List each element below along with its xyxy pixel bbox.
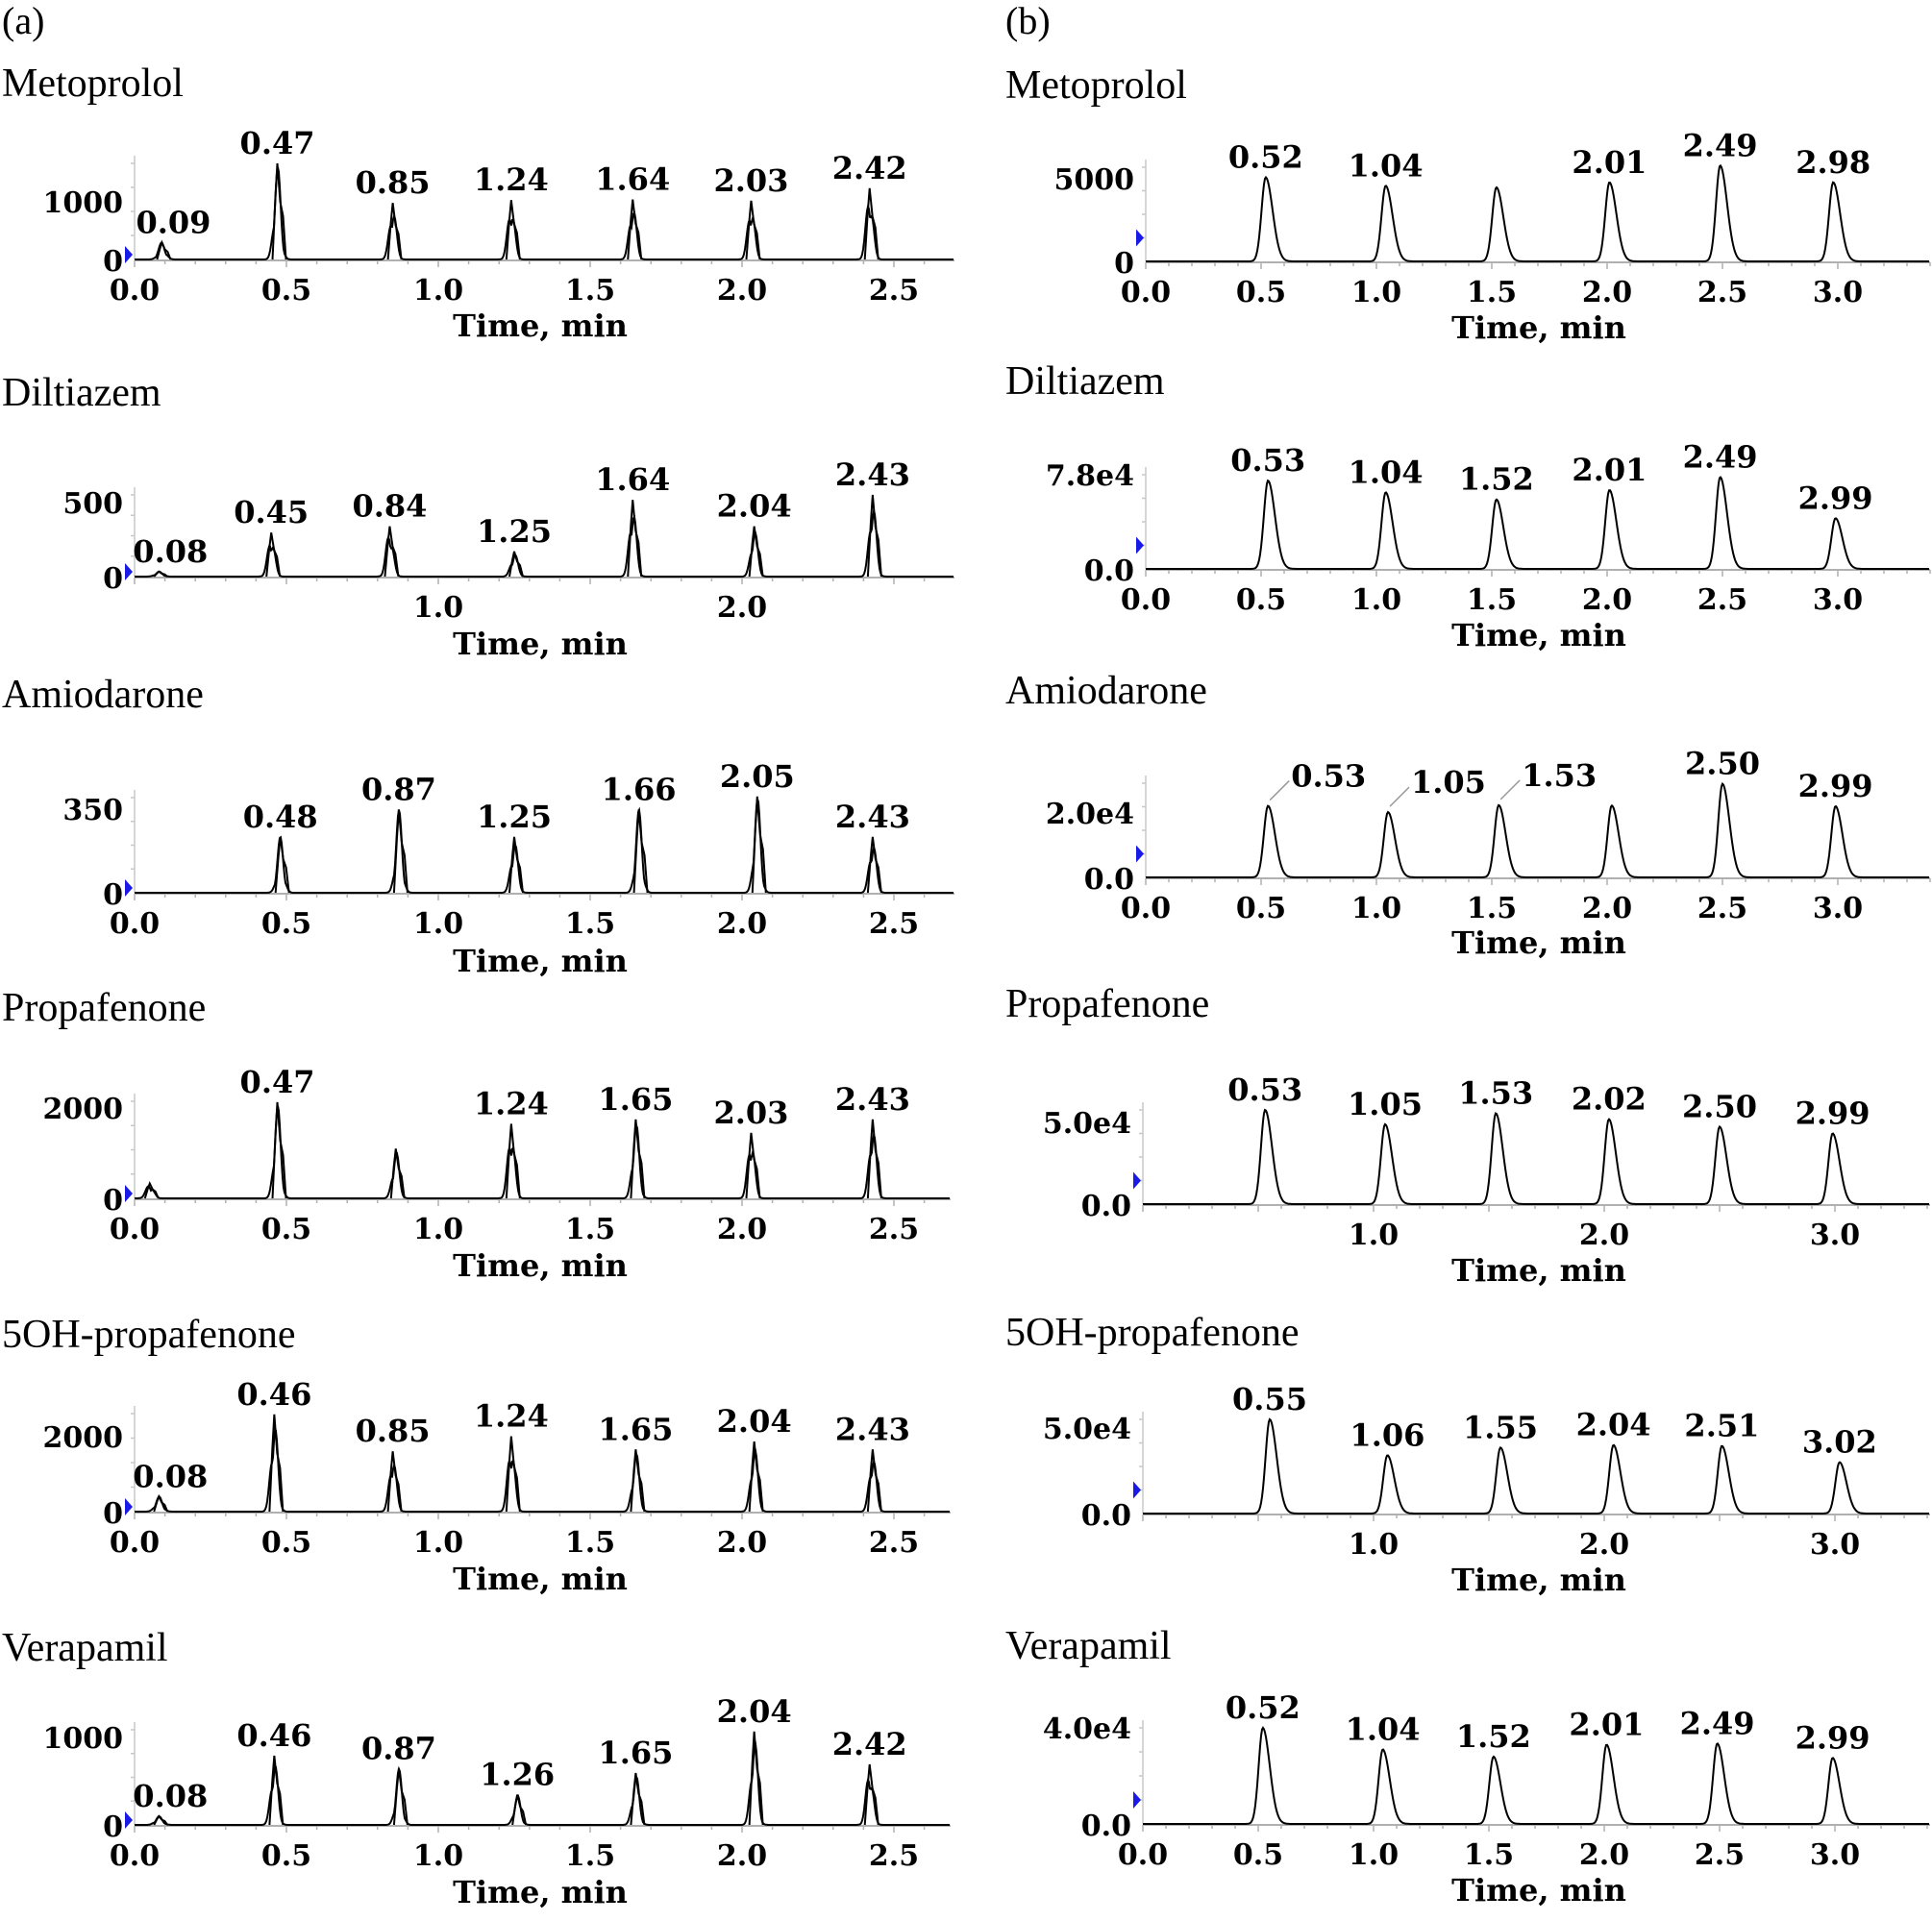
x-tick-label: 0.5 [260, 907, 312, 941]
x-tick-label: 2.0 [1578, 1838, 1630, 1872]
peak-label: 1.64 [595, 461, 671, 499]
x-tick-label: 1.0 [412, 1839, 464, 1873]
x-tick-label: 2.0 [716, 907, 768, 941]
peak-label: 1.66 [601, 771, 677, 808]
x-axis-label: Time, min [453, 1874, 628, 1910]
peak-label: 2.99 [1795, 1095, 1870, 1132]
peak-label: 1.64 [595, 160, 671, 198]
x-tick-label: 1.5 [564, 1839, 616, 1873]
y-tick-label: 0.0 [1083, 863, 1134, 897]
peak-label: 1.55 [1463, 1409, 1538, 1446]
x-tick-label: 2.0 [1578, 1219, 1630, 1252]
x-axis-label: Time, min [453, 1247, 628, 1284]
x-axis-label: Time, min [1451, 1872, 1626, 1909]
x-tick-label: 0.0 [109, 1526, 161, 1560]
peak-label: 2.02 [1571, 1080, 1647, 1118]
x-tick-label: 2.5 [868, 1839, 920, 1873]
x-tick-label: 2.0 [716, 1839, 768, 1873]
x-axis-label: Time, min [1451, 617, 1626, 653]
peak-label: 2.42 [831, 149, 907, 186]
x-tick-label: 1.0 [1350, 583, 1402, 617]
peak-label: 0.53 [1227, 1071, 1303, 1108]
peak-label: 1.04 [1348, 454, 1424, 491]
x-tick-label: 0.5 [260, 1213, 312, 1246]
y-tick-label: 500 [62, 487, 123, 521]
peak-label: 0.85 [355, 1413, 431, 1450]
peak-label: 1.05 [1348, 1085, 1423, 1122]
peak-label: 0.55 [1232, 1381, 1307, 1417]
peak-label: 0.45 [234, 494, 310, 531]
x-tick-label: 2.5 [1694, 1838, 1746, 1872]
peak-label: 0.08 [133, 532, 209, 570]
x-tick-label: 3.0 [1812, 276, 1864, 309]
peak-label: 1.53 [1522, 756, 1598, 794]
peak-label: 2.03 [713, 1094, 789, 1131]
peak-label: 0.53 [1230, 442, 1306, 480]
x-tick-label: 1.0 [412, 1526, 464, 1560]
chart-title: Diltiazem [2, 371, 161, 415]
y-tick-label: 0.0 [1080, 1810, 1131, 1843]
y-tick-label: 0 [103, 1497, 123, 1531]
x-tick-label: 1.5 [1466, 892, 1518, 925]
x-tick-label: 1.0 [412, 591, 464, 625]
peak-label: 1.04 [1345, 1711, 1421, 1748]
y-tick-label: 2000 [42, 1421, 123, 1455]
x-tick-label: 0.5 [260, 274, 312, 308]
y-tick-label: 5.0e4 [1042, 1413, 1131, 1446]
x-tick-label: 3.0 [1812, 583, 1864, 617]
peak-label: 1.53 [1458, 1074, 1534, 1112]
x-tick-label: 2.5 [868, 907, 920, 941]
x-tick-label: 1.0 [1350, 276, 1402, 309]
peak-label: 2.04 [716, 487, 792, 525]
y-tick-label: 0 [103, 562, 123, 596]
chart-title: Amiodarone [2, 673, 204, 717]
x-tick-label: 0.5 [1235, 892, 1287, 925]
x-tick-label: 1.0 [1348, 1528, 1399, 1562]
panel-label-b: (b) [1005, 0, 1051, 42]
peak-label: 0.47 [239, 1063, 315, 1100]
peak-label: 2.43 [834, 1411, 910, 1448]
chart-title: Propafenone [1005, 982, 1210, 1026]
peak-label: 1.65 [598, 1735, 674, 1771]
x-tick-label: 0.0 [1120, 892, 1172, 925]
x-tick-label: 2.0 [716, 274, 768, 308]
x-tick-label: 0.5 [260, 1526, 312, 1560]
x-tick-label: 2.0 [1581, 892, 1633, 925]
y-tick-label: 5000 [1053, 163, 1134, 197]
peak-label: 3.02 [1801, 1423, 1877, 1461]
x-tick-label: 2.5 [868, 1526, 920, 1560]
peak-label: 2.43 [834, 1080, 910, 1118]
x-tick-label: 0.0 [109, 907, 161, 941]
y-tick-label: 4.0e4 [1042, 1712, 1131, 1746]
peak-label: 2.99 [1797, 767, 1873, 804]
peak-label: 1.52 [1458, 460, 1534, 498]
x-tick-label: 1.5 [564, 1526, 616, 1560]
peak-label: 1.04 [1348, 147, 1424, 185]
chart-title: Metoprolol [2, 62, 184, 106]
peak-label: 0.46 [236, 1717, 312, 1754]
chart-title: 5OH-propafenone [2, 1313, 296, 1357]
x-tick-label: 2.0 [716, 1526, 768, 1560]
peak-label: 1.24 [473, 1397, 549, 1435]
peak-label: 2.03 [713, 161, 789, 199]
peak-label: 2.99 [1797, 480, 1873, 517]
peak-label: 2.98 [1796, 143, 1871, 181]
peak-label: 1.65 [598, 1411, 674, 1448]
x-tick-label: 0.0 [1120, 276, 1172, 309]
peak-label: 1.65 [598, 1080, 674, 1118]
x-tick-label: 2.5 [1697, 276, 1748, 309]
peak-label: 2.01 [1572, 143, 1647, 181]
peak-label: 2.49 [1682, 127, 1758, 164]
x-axis-label: Time, min [453, 943, 628, 979]
y-tick-label: 7.8e4 [1045, 459, 1134, 493]
x-tick-label: 1.0 [1348, 1219, 1399, 1252]
peak-label: 2.43 [834, 456, 910, 493]
peak-label: 1.24 [473, 1085, 549, 1122]
peak-label: 2.42 [831, 1726, 907, 1762]
marker-triangle-icon [1133, 1791, 1141, 1809]
x-tick-label: 2.5 [868, 274, 920, 308]
x-axis-label: Time, min [453, 308, 628, 344]
peak-label: 2.51 [1684, 1407, 1760, 1444]
x-tick-label: 2.0 [1581, 276, 1633, 309]
x-axis-label: Time, min [453, 1561, 628, 1597]
y-tick-label: 0 [1114, 247, 1134, 281]
peak-label: 1.05 [1411, 764, 1486, 801]
peak-label: 0.87 [360, 771, 436, 808]
peak-label: 0.47 [239, 125, 315, 161]
x-axis-label: Time, min [1451, 924, 1626, 961]
y-tick-label: 0 [103, 1810, 123, 1844]
peak-label: 0.87 [360, 1730, 436, 1767]
peak-label: 1.06 [1350, 1416, 1425, 1454]
x-tick-label: 3.0 [1809, 1219, 1861, 1252]
peak-label: 1.26 [480, 1756, 556, 1793]
chart-title: Amiodarone [1005, 669, 1207, 713]
x-tick-label: 0.0 [109, 1839, 161, 1873]
x-axis-label: Time, min [453, 626, 628, 662]
chart-title: Verapamil [1005, 1624, 1172, 1668]
peak-label: 2.99 [1795, 1719, 1870, 1757]
y-tick-label: 0 [103, 1184, 123, 1218]
peak-label: 0.85 [355, 164, 431, 202]
peak-label: 0.09 [136, 204, 211, 241]
x-tick-label: 0.0 [109, 1213, 161, 1246]
peak-label: 0.08 [133, 1778, 209, 1814]
x-tick-label: 3.0 [1809, 1838, 1861, 1872]
y-tick-label: 0.0 [1080, 1190, 1131, 1223]
chart-title: Diltiazem [1005, 359, 1165, 404]
peak-label: 2.49 [1679, 1705, 1755, 1742]
peak-label: 2.01 [1572, 451, 1647, 488]
x-axis-label: Time, min [1451, 309, 1626, 346]
x-axis-label: Time, min [1451, 1252, 1626, 1289]
peak-label: 0.48 [242, 798, 318, 835]
x-tick-label: 0.0 [1117, 1838, 1169, 1872]
chart-title: Verapamil [2, 1626, 168, 1670]
peak-label: 2.04 [1575, 1406, 1651, 1443]
peak-label: 1.52 [1455, 1718, 1531, 1755]
x-tick-label: 0.5 [1235, 583, 1287, 617]
x-tick-label: 0.5 [1232, 1838, 1284, 1872]
peak-label: 1.25 [477, 512, 552, 550]
x-tick-label: 2.5 [1697, 892, 1748, 925]
x-tick-label: 3.0 [1809, 1528, 1861, 1562]
peak-label: 2.43 [834, 798, 910, 835]
y-tick-label: 2000 [42, 1093, 123, 1126]
x-tick-label: 1.5 [1466, 583, 1518, 617]
y-tick-label: 0.0 [1083, 554, 1134, 588]
y-tick-label: 0 [103, 878, 123, 912]
peak-label: 2.05 [719, 757, 795, 795]
x-tick-label: 2.5 [1697, 583, 1748, 617]
peak-label: 2.50 [1682, 1088, 1757, 1125]
x-tick-label: 1.0 [412, 274, 464, 308]
x-tick-label: 2.0 [1578, 1528, 1630, 1562]
peak-label: 2.01 [1569, 1706, 1645, 1743]
x-tick-label: 1.0 [1350, 892, 1402, 925]
peak-label: 2.49 [1682, 438, 1758, 476]
chart-title: 5OH-propafenone [1005, 1311, 1300, 1355]
peak-label: 2.50 [1685, 745, 1760, 782]
x-tick-label: 2.0 [716, 591, 768, 625]
peak-label: 0.53 [1291, 757, 1367, 795]
peak-label: 2.04 [716, 1692, 792, 1730]
x-tick-label: 0.5 [260, 1839, 312, 1873]
peak-label: 0.08 [133, 1458, 209, 1495]
panel-label-a: (a) [2, 0, 45, 42]
peak-label: 1.24 [473, 161, 549, 199]
peak-label: 0.84 [352, 487, 428, 525]
y-tick-label: 5.0e4 [1042, 1107, 1131, 1141]
x-tick-label: 1.5 [564, 907, 616, 941]
peak-label: 0.52 [1225, 1689, 1300, 1726]
peak-label: 0.52 [1227, 138, 1303, 176]
y-tick-label: 2.0e4 [1045, 798, 1134, 831]
y-tick-label: 1000 [42, 1722, 123, 1756]
x-tick-label: 1.5 [564, 1213, 616, 1246]
x-tick-label: 1.5 [1463, 1838, 1515, 1872]
y-tick-label: 0 [103, 245, 123, 279]
chart-title: Metoprolol [1005, 63, 1187, 108]
x-tick-label: 2.0 [716, 1213, 768, 1246]
peak-label: 0.46 [236, 1375, 312, 1413]
y-tick-label: 1000 [42, 186, 123, 220]
x-tick-label: 1.0 [1348, 1838, 1399, 1872]
x-tick-label: 1.5 [564, 274, 616, 308]
chart-title: Propafenone [2, 986, 207, 1030]
peak-label: 2.04 [716, 1403, 792, 1441]
x-tick-label: 0.0 [1120, 583, 1172, 617]
y-tick-label: 0.0 [1080, 1499, 1131, 1533]
x-axis-label: Time, min [1451, 1562, 1626, 1598]
y-tick-label: 350 [62, 794, 123, 827]
x-tick-label: 3.0 [1812, 892, 1864, 925]
x-tick-label: 2.0 [1581, 583, 1633, 617]
x-tick-label: 2.5 [868, 1213, 920, 1246]
x-tick-label: 1.5 [1466, 276, 1518, 309]
x-tick-label: 1.0 [412, 1213, 464, 1246]
peak-label: 1.25 [477, 798, 552, 835]
x-tick-label: 0.5 [1235, 276, 1287, 309]
x-tick-label: 0.0 [109, 274, 161, 308]
x-tick-label: 1.0 [412, 907, 464, 941]
